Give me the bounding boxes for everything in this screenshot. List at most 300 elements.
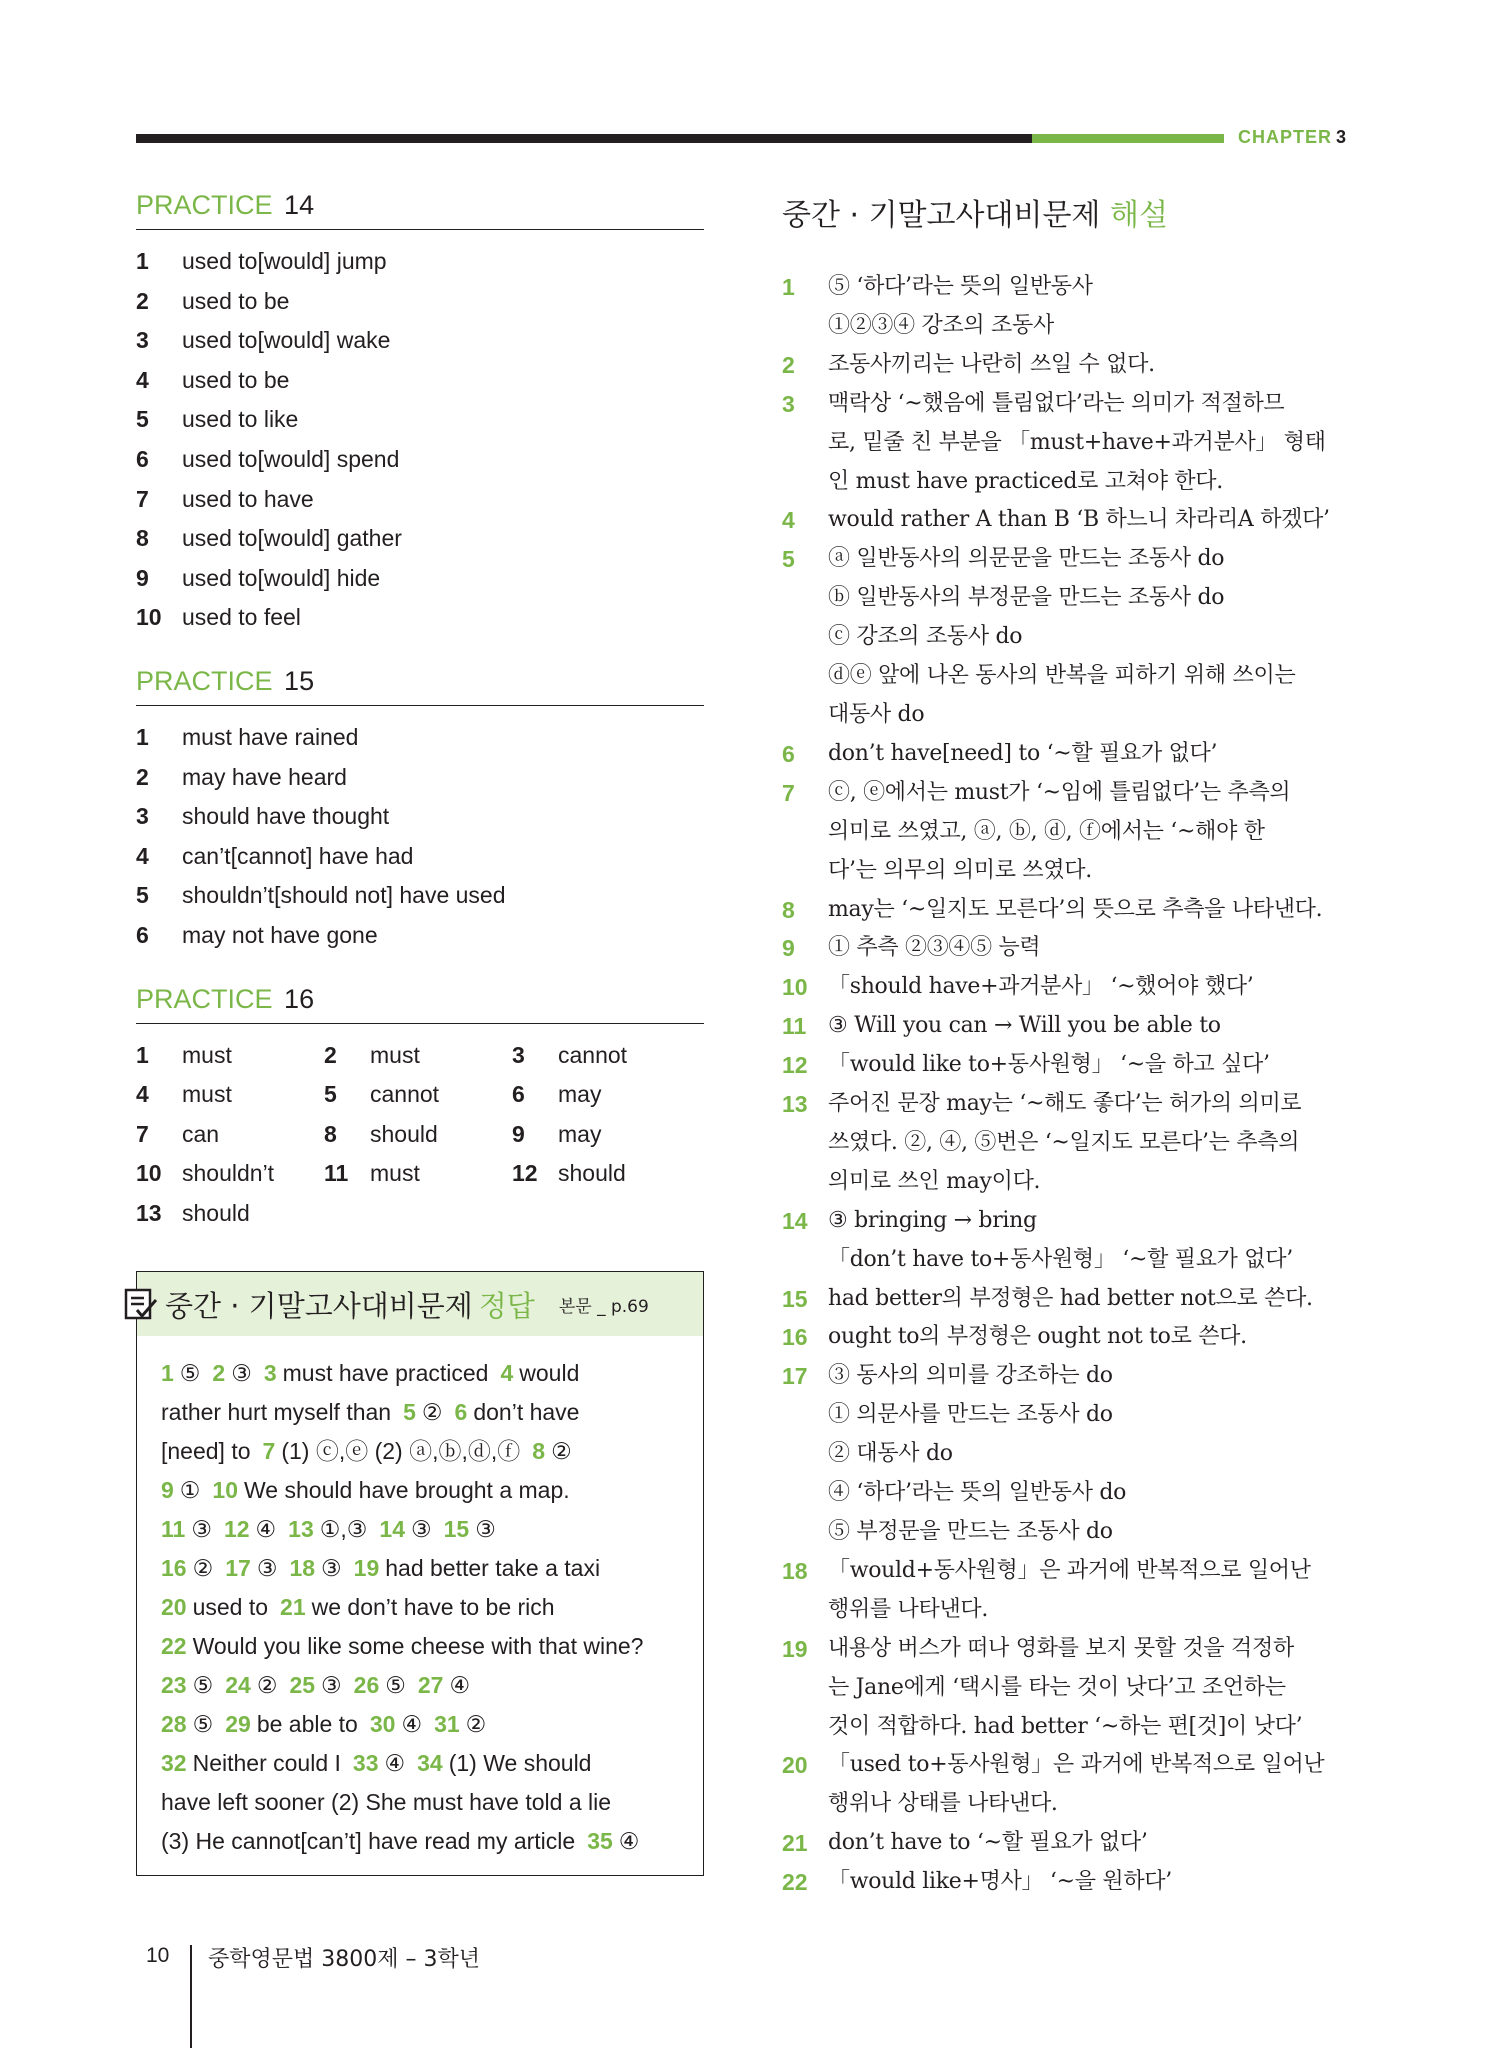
item-answer: must bbox=[182, 1041, 232, 1068]
solution-line: don’t have[need] to ‘~할 필요가 없다’ bbox=[828, 740, 1218, 766]
solution-line: ①②③④ 강조의 조동사 bbox=[828, 312, 1054, 338]
solution-number: 6 bbox=[782, 740, 795, 767]
solution-line: ⓓⓔ 앞에 나온 동사의 반복을 피하기 위해 쓰이는 bbox=[828, 663, 1296, 689]
solution-text bbox=[828, 1318, 1358, 1357]
solution-line: 「would like+명사」 ‘~을 원하다’ bbox=[828, 1869, 1172, 1895]
list-item bbox=[136, 440, 704, 480]
item-answer: cannot bbox=[558, 1041, 628, 1068]
answer-number: 6 bbox=[454, 1399, 468, 1426]
solution-text bbox=[828, 346, 1358, 385]
answer-number: 20 bbox=[161, 1594, 187, 1621]
item-answer: may bbox=[558, 1120, 602, 1147]
item-answer: used to[would] spend bbox=[182, 445, 400, 472]
item-answer: should bbox=[370, 1120, 438, 1147]
list-item bbox=[136, 480, 704, 520]
solution-number: 21 bbox=[782, 1830, 808, 1857]
solution-line: ought to의 부정형은 ought not to로 쓴다. bbox=[828, 1324, 1247, 1350]
item-answer: cannot bbox=[370, 1081, 440, 1108]
item-answer: should bbox=[182, 1199, 250, 1226]
answer-line bbox=[161, 1744, 683, 1783]
solution-line: ③ bringing → bring bbox=[828, 1207, 1037, 1233]
solution-item bbox=[782, 1007, 1358, 1046]
solution-line: 쓰였다. ②, ④, ⑤번은 ‘~일지도 모른다’는 추측의 bbox=[828, 1129, 1300, 1155]
answer-number: 17 bbox=[225, 1555, 251, 1582]
answer-text: ③ bbox=[475, 1516, 496, 1543]
solution-number: 9 bbox=[782, 935, 795, 962]
answer-text: have left sooner (2) She must have told a lie bbox=[161, 1789, 612, 1816]
list-item bbox=[136, 837, 704, 877]
answer-text: ③ bbox=[321, 1555, 342, 1582]
solution-text bbox=[828, 968, 1358, 1007]
answer-text: ①,③ bbox=[319, 1516, 368, 1543]
answer-text: used to bbox=[192, 1594, 269, 1621]
list-item bbox=[136, 916, 704, 956]
answer-text: rather hurt myself than bbox=[161, 1399, 392, 1426]
solution-line: ③ Will you can → Will you be able to bbox=[828, 1013, 1221, 1039]
book-title: 중학영문법 3800제 – 3학년 bbox=[208, 1947, 480, 1972]
solution-number: 19 bbox=[782, 1635, 808, 1662]
solution-line: 는 Jane에게 ‘택시를 타는 것이 낫다’고 조언하는 bbox=[828, 1674, 1286, 1700]
solution-number: 4 bbox=[782, 507, 795, 534]
answer-number: 16 bbox=[161, 1555, 187, 1582]
answer-number: 24 bbox=[225, 1672, 251, 1699]
item-number: 1 bbox=[136, 723, 149, 750]
solution-item bbox=[782, 346, 1358, 385]
list-item bbox=[136, 876, 704, 916]
solution-item bbox=[782, 1202, 1358, 1280]
answer-text: ⑤ bbox=[385, 1672, 406, 1699]
answer-key-header bbox=[137, 1272, 703, 1336]
answer-number: 12 bbox=[223, 1516, 250, 1543]
solution-line: 주어진 문장 may는 ‘~해도 좋다’는 허가의 의미로 bbox=[828, 1091, 1302, 1117]
solutions-title: 중간 · 기말고사대비문제 해설 bbox=[782, 198, 1168, 233]
answer-text: we don’t have to be rich bbox=[311, 1594, 555, 1621]
solution-text bbox=[828, 1007, 1358, 1046]
item-answer: can’t[cannot] have had bbox=[182, 842, 414, 869]
solution-item bbox=[782, 735, 1358, 774]
item-number: 7 bbox=[136, 1120, 149, 1147]
solution-number: 5 bbox=[782, 546, 795, 573]
answer-text: ② bbox=[256, 1672, 278, 1699]
answer-number: 27 bbox=[417, 1672, 444, 1699]
item-number: 11 bbox=[324, 1160, 349, 1187]
answer-line bbox=[161, 1627, 683, 1666]
solution-item bbox=[782, 1630, 1358, 1747]
item-answer: must bbox=[182, 1081, 232, 1108]
solution-line: 행위를 나타낸다. bbox=[828, 1596, 989, 1622]
solution-number: 14 bbox=[782, 1207, 808, 1234]
grid-cell bbox=[512, 1115, 700, 1155]
answer-text: ② bbox=[551, 1438, 572, 1465]
answer-key-page-ref: 본문 _ p.69 bbox=[558, 1296, 649, 1317]
answer-number: 25 bbox=[289, 1672, 316, 1699]
answer-text: (3) He cannot[can’t] have read my article bbox=[161, 1828, 576, 1855]
answer-number: 33 bbox=[352, 1750, 379, 1777]
grid-cell bbox=[512, 1036, 700, 1076]
answer-text: ④ bbox=[449, 1672, 471, 1699]
solution-item bbox=[782, 1046, 1358, 1085]
answer-text: ④ bbox=[618, 1828, 640, 1855]
solution-text bbox=[828, 268, 1358, 346]
answer-text: ② bbox=[465, 1711, 487, 1738]
item-number: 4 bbox=[136, 366, 149, 393]
answer-number: 21 bbox=[280, 1594, 306, 1621]
solution-text bbox=[828, 1746, 1358, 1824]
item-number: 6 bbox=[136, 445, 149, 472]
solution-number: 8 bbox=[782, 896, 795, 923]
solution-line: 맥락상 ‘~했음에 틀림없다’라는 의미가 적절하므 bbox=[828, 390, 1285, 416]
solution-text bbox=[828, 1824, 1358, 1863]
grid-cell bbox=[136, 1036, 324, 1076]
list-item bbox=[136, 242, 704, 282]
header-rule-green bbox=[1032, 134, 1224, 143]
answer-number: 30 bbox=[369, 1711, 396, 1738]
answer-text: ③ bbox=[321, 1672, 342, 1699]
answer-text: ④ bbox=[401, 1711, 423, 1738]
item-number: 9 bbox=[512, 1120, 525, 1147]
solution-line: 인 must have practiced로 고쳐야 한다. bbox=[828, 468, 1223, 494]
solution-number: 15 bbox=[782, 1285, 808, 1312]
answer-key-body bbox=[137, 1336, 703, 1875]
grid-cell bbox=[136, 1115, 324, 1155]
solution-line: 내용상 버스가 떠나 영화를 보지 못할 것을 걱정하 bbox=[828, 1635, 1294, 1661]
answer-number: 1 bbox=[161, 1360, 174, 1387]
list-item bbox=[136, 718, 704, 758]
practice-16-grid bbox=[136, 1036, 704, 1234]
item-answer: used to like bbox=[182, 406, 299, 433]
solution-number: 11 bbox=[782, 1013, 807, 1040]
solution-line: ③ 동사의 의미를 강조하는 do bbox=[828, 1363, 1113, 1389]
answer-line bbox=[161, 1588, 683, 1627]
item-number: 10 bbox=[136, 604, 162, 631]
answer-number: 35 bbox=[587, 1828, 613, 1855]
solution-number: 2 bbox=[782, 351, 795, 378]
solution-line: would rather A than B ‘B 하느니 차라리A 하겠다’ bbox=[828, 507, 1330, 533]
answer-text: ③ bbox=[411, 1516, 432, 1543]
answer-text: ⑤ bbox=[192, 1711, 214, 1738]
footer-divider bbox=[190, 1945, 192, 2048]
solution-line: 의미로 쓰였고, ⓐ, ⓑ, ⓓ, ⓕ에서는 ‘~해야 한 bbox=[828, 818, 1265, 844]
answer-key-title: 중간 · 기말고사대비문제 정답 bbox=[165, 1288, 535, 1323]
answer-number: 34 bbox=[417, 1750, 443, 1777]
solution-line: 「don’t have to+동사원형」 ‘~할 필요가 없다’ bbox=[828, 1246, 1293, 1272]
solution-item bbox=[782, 929, 1358, 968]
answer-line bbox=[161, 1432, 683, 1471]
chapter-label: CHAPTER 3 bbox=[1238, 127, 1348, 147]
solution-line: may는 ‘~일지도 모른다’의 뜻으로 추측을 나타낸다. bbox=[828, 896, 1323, 922]
solution-line: ⑤ 부정문을 만드는 조동사 do bbox=[828, 1519, 1113, 1544]
answer-key-box bbox=[136, 1271, 704, 1876]
list-item bbox=[136, 598, 704, 638]
solution-item bbox=[782, 540, 1358, 735]
solution-number: 1 bbox=[782, 274, 795, 300]
answer-text: ③ bbox=[256, 1555, 278, 1582]
list-item bbox=[136, 797, 704, 837]
solution-line: 다’는 의무의 의미로 쓰였다. bbox=[828, 857, 1092, 883]
answer-text: ④ bbox=[255, 1516, 277, 1543]
answer-number: 8 bbox=[532, 1438, 546, 1465]
list-item bbox=[136, 559, 704, 599]
item-answer: shouldn’t bbox=[182, 1160, 275, 1187]
solution-number: 7 bbox=[782, 779, 795, 806]
grid-cell bbox=[324, 1075, 512, 1115]
answer-text: must have practiced bbox=[282, 1360, 489, 1387]
answer-number: 2 bbox=[212, 1360, 226, 1387]
answer-number: 31 bbox=[434, 1711, 460, 1738]
memo-check-icon bbox=[123, 1286, 159, 1322]
solution-line: 「should have+과거분사」 ‘~했어야 했다’ bbox=[828, 974, 1254, 1000]
item-answer: used to[would] gather bbox=[182, 525, 402, 552]
grid-cell bbox=[512, 1075, 700, 1115]
left-column bbox=[136, 190, 704, 1876]
item-number: 12 bbox=[512, 1160, 538, 1187]
solution-line: 로, 밑줄 친 부분을 「must+have+과거분사」 형태 bbox=[828, 429, 1326, 455]
practice-15-list bbox=[136, 718, 704, 956]
practice-15-title: PRACTICE 15 bbox=[136, 666, 704, 706]
solution-text bbox=[828, 774, 1358, 891]
solution-line: ⓐ 일반동사의 의문문을 만드는 조동사 do bbox=[828, 546, 1225, 572]
solution-number: 13 bbox=[782, 1091, 808, 1118]
solution-line: 것이 적합하다. had better ‘~하는 편[것]이 낫다’ bbox=[828, 1713, 1303, 1739]
item-answer: used to feel bbox=[182, 604, 301, 631]
answer-number: 22 bbox=[161, 1633, 187, 1660]
item-number: 5 bbox=[324, 1081, 337, 1108]
solution-line: 「would like to+동사원형」 ‘~을 하고 싶다’ bbox=[828, 1052, 1270, 1078]
answer-text: [need] to bbox=[161, 1438, 251, 1465]
answer-line bbox=[161, 1393, 683, 1432]
solution-item bbox=[782, 1280, 1358, 1319]
answer-text: ② bbox=[192, 1555, 214, 1582]
solution-number: 3 bbox=[782, 390, 795, 417]
item-answer: may have heard bbox=[182, 763, 347, 790]
answer-text: We should have brought a map. bbox=[244, 1477, 570, 1504]
solution-text bbox=[828, 1357, 1358, 1552]
solution-line: don’t have to ‘~할 필요가 없다’ bbox=[828, 1830, 1148, 1856]
item-number: 13 bbox=[136, 1199, 162, 1226]
solution-number: 10 bbox=[782, 974, 808, 1001]
answer-number: 3 bbox=[263, 1360, 277, 1387]
practice-16-title: PRACTICE 16 bbox=[136, 984, 704, 1024]
solution-line: 「would+동사원형」은 과거에 반복적으로 일어난 bbox=[828, 1557, 1311, 1583]
answer-number: 19 bbox=[353, 1555, 380, 1582]
solution-number: 16 bbox=[782, 1324, 808, 1351]
item-number: 8 bbox=[136, 525, 149, 552]
solution-line: 「used to+동사원형」은 과거에 반복적으로 일어난 bbox=[828, 1752, 1325, 1778]
page-number: 10 bbox=[146, 1944, 170, 1967]
header-rule-dark bbox=[136, 134, 1032, 143]
solution-text bbox=[828, 891, 1358, 930]
solution-number: 22 bbox=[782, 1869, 808, 1896]
solution-line: 조동사끼리는 나란히 쓰일 수 없다. bbox=[828, 351, 1155, 377]
solution-line: 대동사 do bbox=[828, 701, 925, 727]
grid-cell bbox=[324, 1115, 512, 1155]
solution-item bbox=[782, 1552, 1358, 1630]
solution-text bbox=[828, 540, 1358, 735]
answer-text: had better take a taxi bbox=[385, 1555, 601, 1582]
item-number: 2 bbox=[324, 1041, 337, 1068]
item-number: 4 bbox=[136, 1081, 149, 1108]
solution-text bbox=[828, 1202, 1358, 1280]
item-answer: should have thought bbox=[182, 803, 390, 830]
solution-item bbox=[782, 1085, 1358, 1202]
solution-line: ① 의문사를 만드는 조동사 do bbox=[828, 1402, 1113, 1428]
answer-number: 26 bbox=[353, 1672, 380, 1699]
solution-line: ⓑ 일반동사의 부정문을 만드는 조동사 do bbox=[828, 585, 1225, 611]
item-answer: may bbox=[558, 1081, 602, 1108]
list-item bbox=[136, 361, 704, 401]
grid-cell bbox=[324, 1154, 512, 1194]
item-number: 10 bbox=[136, 1160, 162, 1187]
solution-item bbox=[782, 1746, 1358, 1824]
answer-line bbox=[161, 1549, 683, 1588]
solution-line: had better의 부정형은 had better not으로 쓴다. bbox=[828, 1285, 1313, 1311]
item-number: 3 bbox=[136, 327, 149, 354]
answer-line bbox=[161, 1471, 683, 1510]
answer-number: 28 bbox=[161, 1711, 187, 1738]
list-item bbox=[136, 758, 704, 798]
grid-cell bbox=[136, 1154, 324, 1194]
solution-text bbox=[828, 385, 1358, 502]
item-number: 1 bbox=[136, 1041, 149, 1068]
item-answer: can bbox=[182, 1120, 220, 1147]
solution-number: 20 bbox=[782, 1752, 808, 1779]
answer-text: would bbox=[519, 1360, 580, 1387]
item-answer: must bbox=[370, 1160, 420, 1187]
answer-text: ④ bbox=[384, 1750, 406, 1777]
answer-text: don’t have bbox=[473, 1399, 580, 1426]
item-number: 2 bbox=[136, 763, 149, 790]
item-number: 3 bbox=[512, 1041, 525, 1068]
solution-line: ① 추측 ②③④⑤ 능력 bbox=[828, 935, 1041, 961]
answer-number: 7 bbox=[262, 1438, 276, 1465]
solution-text bbox=[828, 1552, 1358, 1630]
answer-text: Would you like some cheese with that wine? bbox=[192, 1633, 644, 1660]
solution-line: 행위나 상태를 나타낸다. bbox=[828, 1791, 1058, 1817]
solution-line: ⓒ 강조의 조동사 do bbox=[828, 624, 1023, 650]
answer-line bbox=[161, 1354, 683, 1393]
solution-item bbox=[782, 1318, 1358, 1357]
solution-text bbox=[828, 1630, 1358, 1747]
grid-cell bbox=[136, 1194, 324, 1234]
item-number: 1 bbox=[136, 248, 149, 274]
answer-number: 5 bbox=[403, 1399, 416, 1426]
answer-text: ⑤ bbox=[179, 1360, 201, 1387]
answer-number: 13 bbox=[288, 1516, 314, 1543]
answer-text: ① bbox=[179, 1477, 201, 1504]
item-answer: used to[would] wake bbox=[182, 327, 391, 354]
solution-number: 12 bbox=[782, 1052, 808, 1079]
solution-item bbox=[782, 1357, 1358, 1552]
solution-item bbox=[782, 1863, 1358, 1902]
solution-line: ④ ‘하다’라는 뜻의 일반동사 do bbox=[828, 1480, 1127, 1506]
item-answer: used to be bbox=[182, 287, 290, 314]
answer-line bbox=[161, 1705, 683, 1744]
solution-item bbox=[782, 891, 1358, 930]
answer-number: 29 bbox=[225, 1711, 251, 1738]
solution-text bbox=[828, 929, 1358, 968]
solution-item bbox=[782, 385, 1358, 502]
grid-cell bbox=[512, 1154, 700, 1194]
item-answer: used to[would] hide bbox=[182, 564, 381, 591]
solution-number: 17 bbox=[782, 1363, 808, 1390]
solution-text bbox=[828, 1046, 1358, 1085]
solution-line: 의미로 쓰인 may이다. bbox=[828, 1168, 1041, 1194]
item-answer: used to have bbox=[182, 485, 314, 512]
answer-line bbox=[161, 1666, 683, 1705]
item-answer: shouldn’t[should not] have used bbox=[182, 882, 506, 909]
answer-number: 14 bbox=[379, 1516, 405, 1543]
answer-number: 15 bbox=[443, 1516, 470, 1543]
answer-number: 18 bbox=[289, 1555, 316, 1582]
item-number: 9 bbox=[136, 564, 149, 591]
item-answer: used to be bbox=[182, 366, 290, 393]
answer-text: (1) We should bbox=[448, 1750, 592, 1777]
solution-text bbox=[828, 501, 1358, 540]
right-column bbox=[782, 190, 1358, 1902]
grid-cell bbox=[136, 1075, 324, 1115]
item-answer: used to[would] jump bbox=[182, 248, 387, 274]
practice-14-title: PRACTICE 14 bbox=[136, 190, 704, 230]
solution-item bbox=[782, 1824, 1358, 1863]
item-number: 5 bbox=[136, 882, 149, 909]
answer-number: 11 bbox=[161, 1516, 186, 1543]
answer-text: Neither could I bbox=[192, 1750, 341, 1777]
list-item bbox=[136, 519, 704, 559]
item-number: 7 bbox=[136, 485, 149, 512]
item-number: 2 bbox=[136, 287, 149, 314]
answer-line bbox=[161, 1510, 683, 1549]
answer-text: ③ bbox=[231, 1360, 252, 1387]
item-answer: must have rained bbox=[182, 723, 359, 750]
answer-number: 10 bbox=[212, 1477, 239, 1504]
list-item bbox=[136, 321, 704, 361]
answer-text: be able to bbox=[256, 1711, 358, 1738]
list-item bbox=[136, 400, 704, 440]
grid-cell bbox=[324, 1036, 512, 1076]
solution-line: ⓒ, ⓔ에서는 must가 ‘~임에 틀림없다’는 추측의 bbox=[828, 779, 1291, 805]
solution-number: 18 bbox=[782, 1557, 808, 1584]
item-number: 4 bbox=[136, 842, 149, 869]
solution-line: ⑤ ‘하다’라는 뜻의 일반동사 bbox=[828, 274, 1093, 299]
solution-text bbox=[828, 1280, 1358, 1319]
solution-item bbox=[782, 268, 1358, 346]
answer-number: 9 bbox=[161, 1477, 174, 1504]
answer-text: ③ bbox=[191, 1516, 212, 1543]
solution-text bbox=[828, 1863, 1358, 1902]
solution-line: ② 대동사 do bbox=[828, 1441, 953, 1467]
solutions-list bbox=[782, 268, 1358, 1902]
item-number: 8 bbox=[324, 1120, 337, 1147]
answer-text: ⑤ bbox=[192, 1672, 214, 1699]
list-item bbox=[136, 282, 704, 322]
answer-number: 32 bbox=[161, 1750, 187, 1777]
solution-text bbox=[828, 1085, 1358, 1202]
item-number: 6 bbox=[512, 1081, 525, 1108]
answer-number: 23 bbox=[161, 1672, 187, 1699]
item-number: 3 bbox=[136, 803, 149, 830]
item-answer: should bbox=[558, 1160, 626, 1187]
answer-number: 4 bbox=[500, 1360, 514, 1387]
answer-line bbox=[161, 1783, 683, 1822]
item-answer: may not have gone bbox=[182, 921, 378, 948]
solution-text bbox=[828, 735, 1358, 774]
solution-item bbox=[782, 501, 1358, 540]
solution-item bbox=[782, 774, 1358, 891]
practice-14-list bbox=[136, 242, 704, 638]
item-answer: must bbox=[370, 1041, 420, 1068]
answer-text: (1) ⓒ,ⓔ (2) ⓐ,ⓑ,ⓓ,ⓕ bbox=[281, 1438, 521, 1465]
answer-text: ② bbox=[421, 1399, 443, 1426]
